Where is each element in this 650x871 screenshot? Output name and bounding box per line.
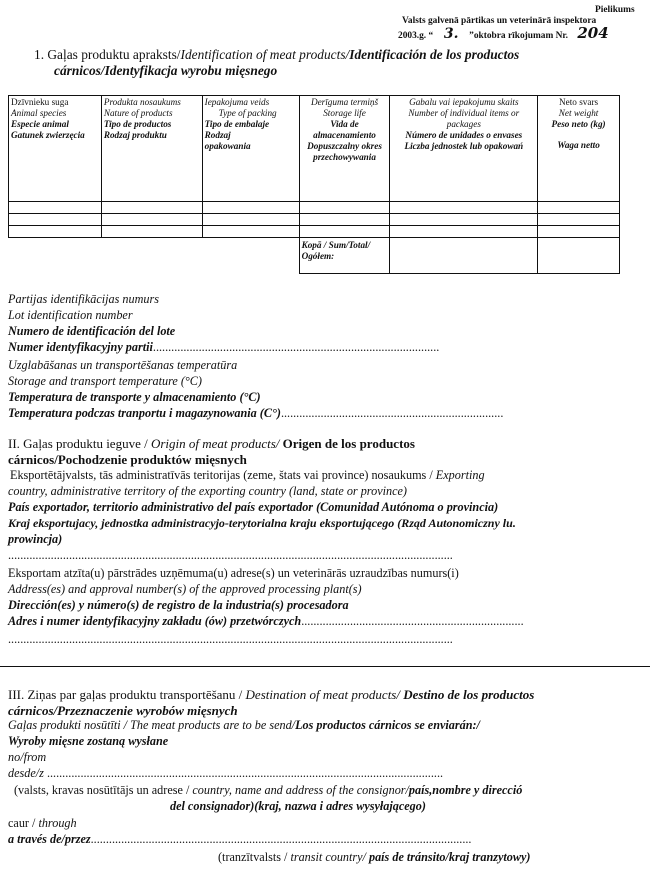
header-order-number-handwritten: 204 — [577, 24, 609, 42]
section3-title — [8, 687, 534, 703]
transit-label-es: país de tránsito — [368, 850, 446, 864]
from-line-1 — [8, 750, 46, 765]
plant-line: Adres i numer identyfikacyjny zakładu (ów) przetwórczych......................................................................... — [8, 614, 524, 628]
section3-title-line2: cárnicos/Przeznaczenie wyrobów mięsnych — [8, 703, 238, 718]
through-label-lv: caur / — [8, 816, 39, 830]
col-header-item-count: Gabalu vai iepakojumu skaits Number of individual items or packages Número de unidades o envases Liczba jednostek lub opakowań — [390, 96, 538, 202]
send-line — [8, 718, 480, 733]
table-cell[interactable] — [390, 214, 538, 226]
consignor-line-1 — [14, 783, 522, 798]
from-label-en: from — [23, 750, 47, 764]
lot-label-en: Lot identification number — [8, 308, 133, 322]
section3-title-es: Destino de los productos — [403, 687, 535, 702]
transit-label-pl: /kraj tranzytowy) — [445, 850, 531, 864]
section1-title-line2: cárnicos/Identyfikacja wyrobu mięsnego — [54, 63, 278, 78]
section3-title-en: Destination of meat products/ — [245, 687, 404, 702]
transit-label-en: transit country/ — [290, 850, 369, 864]
table-cell[interactable] — [299, 226, 390, 238]
country-label-en-1: Exporting — [435, 468, 485, 482]
annex-label: Pielikums — [595, 5, 635, 15]
total-label: Kopā / Sum/Total/ Ogółem: — [299, 238, 390, 274]
table-cell[interactable] — [202, 214, 299, 226]
from-label-es: desde/ — [8, 766, 40, 780]
lot-label-es: Numero de identificación del lote — [8, 324, 176, 338]
lot-label-lv: Partijas identifikācijas numurs — [8, 292, 159, 306]
col-header-storage-life: Derīguma termiņš Storage life Vida de almacenamiento Dopuszczalny okres przechowywania — [299, 96, 390, 202]
send-label-en: The meat products are to be send/ — [130, 718, 296, 732]
temp-label-lv: Uzglabāšanas un transportēšanas temperatūra — [8, 358, 238, 372]
country-label-es: País exportador, territorio administrativo del país exportador (Comunidad Autónoma o provincia) — [8, 500, 499, 514]
header-line-1: Valsts galvenā pārtikas un veterinārā inspektora — [402, 16, 597, 26]
consignor-label-en: country, name and address of the consignor/ — [192, 783, 409, 797]
header-date-prefix: 2003.g. “ — [398, 31, 434, 41]
section1-title-lv: 1. Gaļas produktu apraksts/ — [34, 47, 181, 62]
col-header-net-weight: Neto svars Net weight Peso neto (kg) Waga netto — [538, 96, 620, 202]
send-label-pl: Wyroby mięsne zostaną wysłane — [8, 734, 169, 748]
country-label-en-2: country, administrative territory of the exporting country (land, state or province) — [8, 484, 407, 498]
plant-label-lv: Eksportam atzīta(u) pārstrādes uzņēmuma(u) adrese(s) un veterinārās uzraudzības numurs(i) — [8, 566, 459, 580]
section1-title-en: Identification of meat products/ — [180, 47, 350, 62]
send-label-lv: Gaļas produkti nosūtīti / — [8, 718, 131, 732]
temp-line: Temperatura podczas tranportu i magazynowania (C°)......................................................................... — [8, 406, 504, 420]
table-total-row — [9, 238, 620, 274]
table-row — [9, 226, 620, 238]
col-header-packing: Iepakojuma veids Type of packing Tipo de embalaje Rodzaj opakowania — [202, 96, 299, 202]
table-cell[interactable] — [299, 214, 390, 226]
table-cell[interactable] — [101, 214, 202, 226]
temp-label-pl: Temperatura podczas tranportu i magazynowania (C°) — [8, 406, 281, 420]
through-label-pl: przez — [64, 832, 91, 846]
header-line-2 — [398, 24, 618, 42]
section2-title-es: Origen de los productos — [282, 436, 415, 451]
from-label-pl: z — [39, 766, 44, 780]
plant-dotted-line: .................................................................................................................................................. — [8, 632, 453, 646]
section2-title-en: Origin of meat products/ — [150, 436, 283, 451]
table-cell[interactable] — [202, 226, 299, 238]
through-line-1 — [8, 816, 77, 831]
table-row — [9, 202, 620, 214]
through-label-es: a través de/ — [8, 832, 65, 846]
col-header-product: Produkta nosaukums Nature of products Tipo de productos Rodzaj produktu — [101, 96, 202, 202]
plant-label-en: Address(es) and approval number(s) of the approved processing plant(s) — [8, 582, 362, 596]
section2-title — [8, 436, 415, 452]
section2-title-lv: II. Gaļas produktu ieguve / — [8, 436, 151, 451]
header-order-text: ”oktobra rīkojumam Nr. — [469, 31, 569, 41]
section1-title — [34, 47, 519, 63]
table-cell[interactable] — [202, 202, 299, 214]
section3-title-lv: III. Ziņas par gaļas produktu transportēšanu / — [8, 687, 246, 702]
col-header-species: Dzīvnieku suga Animal species Especie animal Gatunek zwierzęcia — [9, 96, 102, 202]
section2-title-line2: cárnicos/Pochodzenie produktów mięsnych — [8, 452, 247, 467]
table-cell[interactable] — [9, 226, 102, 238]
lot-line: Numer identyfikacyjny partii.............................................................................................. — [8, 340, 440, 354]
transit-line — [218, 850, 531, 865]
table-cell[interactable] — [538, 202, 620, 214]
through-label-en: through — [38, 816, 77, 830]
section1-title-es: Identificación de los productos — [349, 47, 520, 62]
table-cell[interactable] — [390, 226, 538, 238]
country-label-lv: Eksportētājvalsts, tās administratīvās teritorijas (zeme, štats vai province) nosaukums / — [10, 468, 436, 482]
header-day-handwritten: 3. — [443, 26, 459, 42]
consignor-label-es: país,nombre y direcció — [408, 783, 523, 797]
country-label-pl-2: prowincja) — [8, 532, 63, 546]
table-cell[interactable] — [101, 226, 202, 238]
country-line-1 — [10, 468, 485, 483]
plant-label-es: Dirección(es) y número(s) de registro de la industria(s) procesadora — [8, 598, 349, 612]
table-cell[interactable] — [299, 202, 390, 214]
from-line-2: desde/z .................................................................................................................................. — [8, 766, 444, 780]
lot-label-pl: Numer identyfikacyjny partii — [8, 340, 153, 354]
meat-products-table — [8, 95, 620, 274]
table-cell[interactable] — [538, 214, 620, 226]
temp-label-en: Storage and transport temperature (°C) — [8, 374, 202, 388]
table-cell[interactable] — [9, 202, 102, 214]
table-cell[interactable] — [390, 202, 538, 214]
consignor-label-lv: (valsts, kravas nosūtītājs un adrese / — [14, 783, 193, 797]
table-total-spacer — [9, 238, 300, 274]
country-label-pl-1: Kraj eksportujacy, jednostka administracyjo-terytorialna kraju eksportującego (Rząd Autonomiczny lu. — [8, 516, 516, 530]
total-weight-cell[interactable] — [538, 238, 620, 274]
country-dotted-line: .................................................................................................................................................. — [8, 548, 453, 562]
through-line-2: a través de/przez............................................................................................................................. — [8, 832, 472, 846]
table-header-row — [9, 96, 620, 202]
consignor-line-2: del consignador)(kraj, nazwa i adres wysyłającego) — [170, 799, 426, 813]
transit-label-lv: (tranzītvalsts / — [218, 850, 291, 864]
table-row — [9, 214, 620, 226]
plant-label-pl: Adres i numer identyfikacyjny zakładu (ów) przetwórczych — [8, 614, 302, 628]
table-cell[interactable] — [101, 202, 202, 214]
temp-label-es: Temperatura de transporte y almacenamiento (°C) — [8, 390, 261, 404]
table-cell[interactable] — [538, 226, 620, 238]
table-cell[interactable] — [9, 214, 102, 226]
from-label-lv: no/ — [8, 750, 24, 764]
section-divider — [0, 666, 650, 667]
total-items-cell[interactable] — [390, 238, 538, 274]
send-label-es: Los productos cárnicos se enviarán:/ — [295, 718, 480, 732]
